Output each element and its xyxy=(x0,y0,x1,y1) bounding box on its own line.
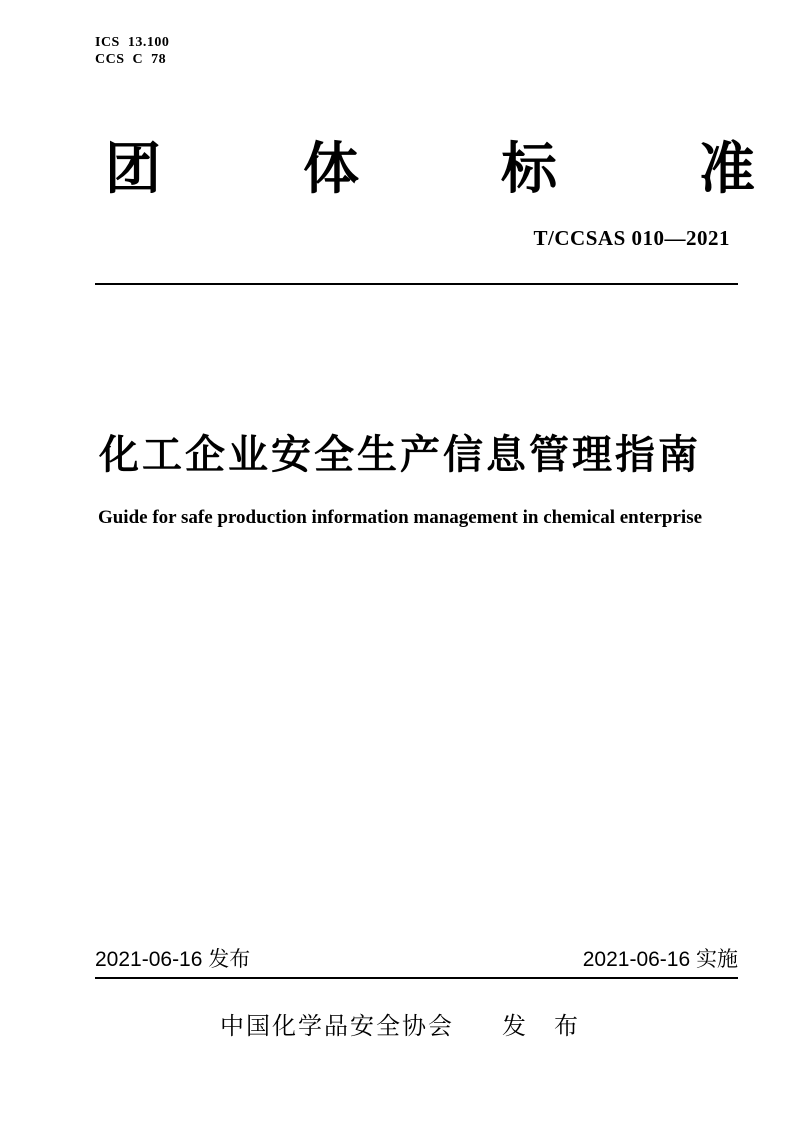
classification-codes xyxy=(95,34,169,68)
subtitle-en: Guide for safe production information management in chemical enterprise xyxy=(97,507,703,528)
issue-date: 2021-06-16 发布 xyxy=(95,948,251,971)
doc-type-char: 体 xyxy=(303,137,359,200)
ccs-code: CCS C 78 xyxy=(95,52,167,67)
doc-type-char: 标 xyxy=(501,137,557,200)
standard-number: T/CCSAS 010—2021 xyxy=(533,226,730,250)
doc-type-title xyxy=(105,138,755,200)
top-divider-line xyxy=(95,283,738,285)
ics-code: ICS 13.100 xyxy=(95,35,170,50)
doc-type-char: 团 xyxy=(105,137,161,200)
bottom-divider-line xyxy=(95,977,738,979)
publisher-name: 中国化学品安全协会 xyxy=(220,1013,454,1040)
dates-row xyxy=(95,947,738,973)
publisher-row xyxy=(0,1012,800,1042)
main-title-zh: 化工企业安全生产信息管理指南 xyxy=(99,433,701,477)
publish-action-label: 发 布 xyxy=(502,1013,580,1040)
implement-date: 2021-06-16 实施 xyxy=(582,948,738,971)
doc-type-char: 准 xyxy=(699,137,755,200)
